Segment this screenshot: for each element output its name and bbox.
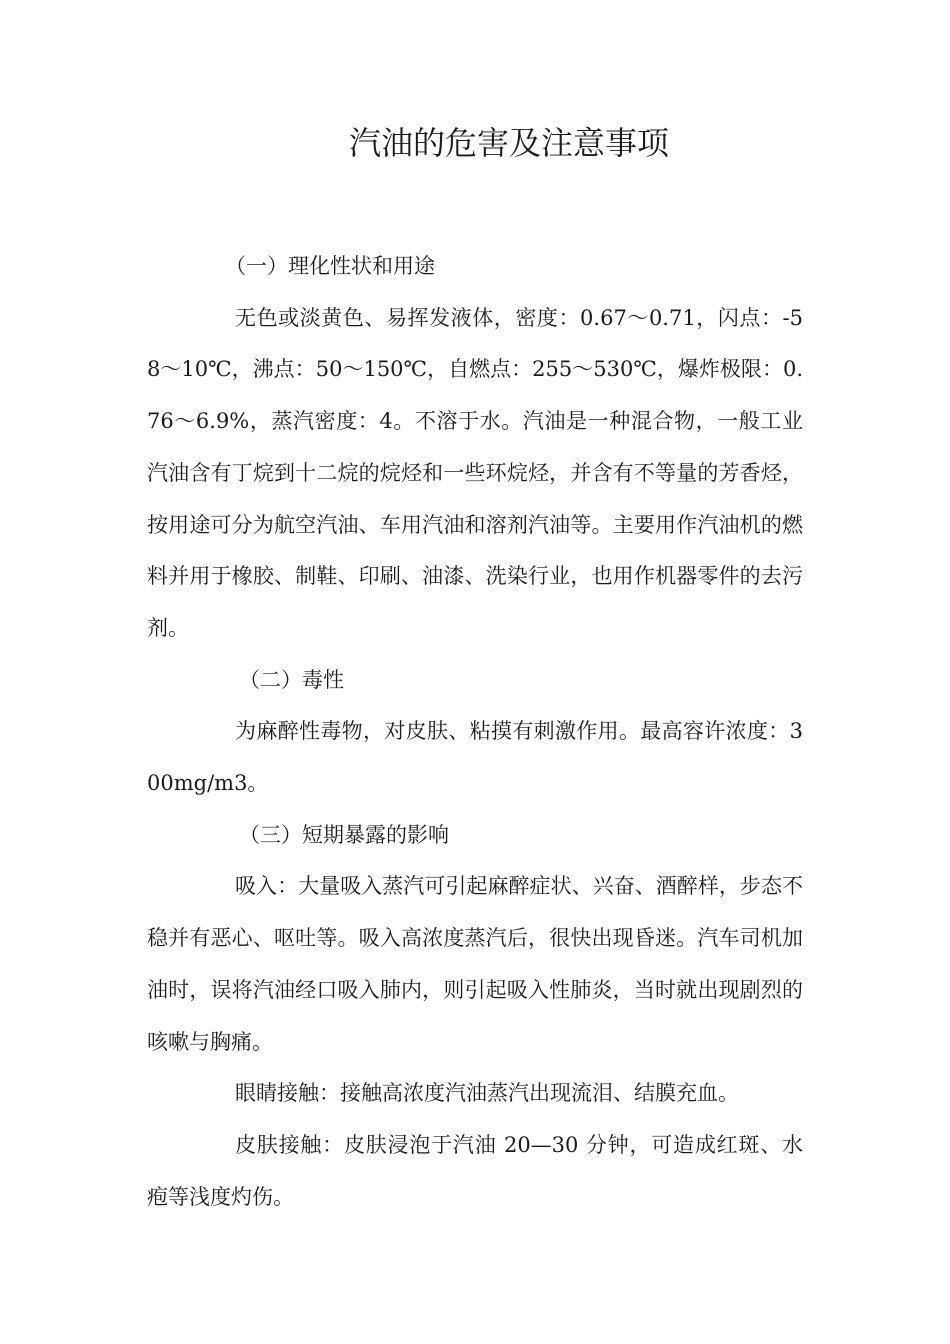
paragraph-toxicity: 为麻醉性毒物，对皮肤、粘摸有刺激作用。最高容许浓度：300mg/m3。: [147, 719, 803, 796]
paragraph-skin-contact: 皮肤接触：皮肤浸泡于汽油 20—30 分钟，可造成红斑、水疱等浅度灼伤。: [147, 1132, 803, 1209]
section-heading-properties: （一）理化性状和用途: [225, 254, 435, 278]
section-heading-toxicity: （二）毒性: [239, 667, 344, 692]
document-body: [147, 241, 803, 1223]
page-title: 汽油的危害及注意事项: [348, 124, 669, 162]
paragraph-inhalation: 吸入：大量吸入蒸汽可引起麻醉症状、兴奋、酒醉样，步态不稳并有恶心、呕吐等。吸入高浓度蒸汽后，很快出现昏迷。汽车司机加油时，误将汽油经口吸入肺内，则引起吸入性肺炎，当时就出现剧烈的咳嗽与胸痛。: [147, 874, 803, 1054]
paragraph-properties: 无色或淡黄色、易挥发液体，密度：0.67～0.71，闪点：-58～10℃，沸点：50～150℃，自燃点：255～530℃，爆炸极限：0.76～6.9%，蒸汽密度：4。不溶于水。汽油是一种混合物，一般工业汽油含有丁烷到十二烷的烷烃和一些环烷烃，并含有不等量的芳香烃，按用途可分为航空汽油、车用汽油和溶剂汽油等。主要用作汽油机的燃料并用于橡胶、制鞋、印刷、油漆、洗染行业，也用作机器零件的去污剂。: [147, 305, 803, 640]
section-heading-short-term-exposure: （三）短期暴露的影响: [239, 822, 449, 847]
paragraph-eye-contact: 眼睛接触：接触高浓度汽油蒸汽出现流泪、结膜充血。: [235, 1081, 739, 1106]
